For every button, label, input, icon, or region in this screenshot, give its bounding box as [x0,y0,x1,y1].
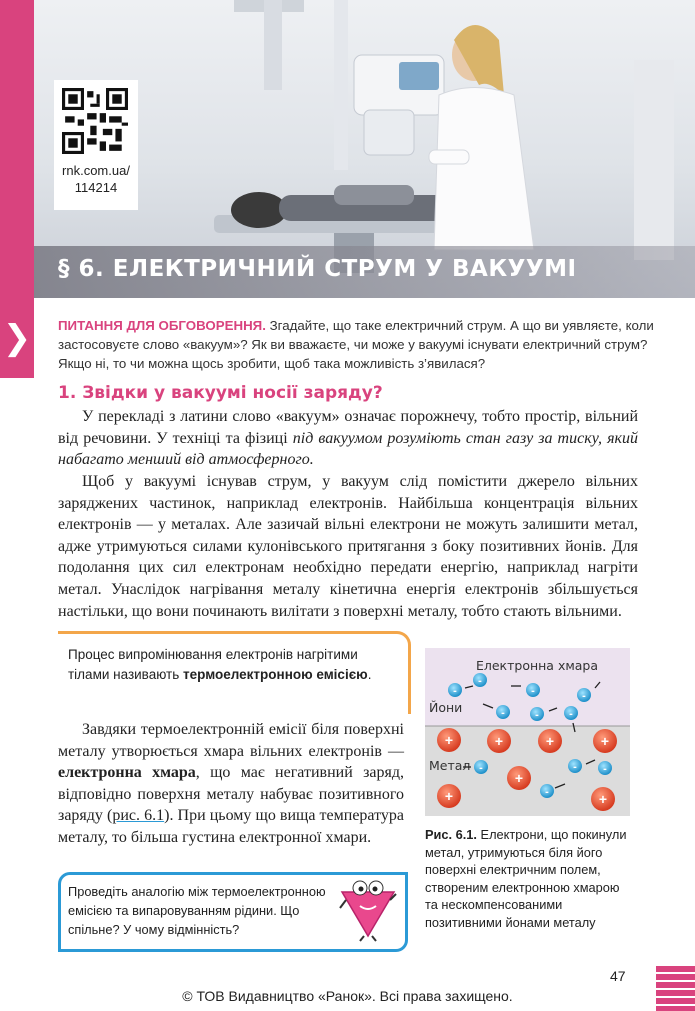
svg-text:-: - [535,709,539,721]
label-electron-cloud: Електронна хмара [475,658,599,673]
qr-number: 114214 [74,180,118,195]
question-heading: ПИТАННЯ ДЛЯ ОБГОВОРЕННЯ. [58,318,266,333]
svg-text:-: - [531,685,535,697]
svg-text:-: - [582,690,586,702]
caption-number: Рис. 6.1. [425,827,477,842]
qr-code-icon[interactable] [62,88,128,154]
svg-text:+: + [600,733,610,749]
figure-reference-link[interactable]: рис. 6.1 [112,807,165,825]
definition-term: термоелектронною емісією [183,667,368,682]
svg-text:-: - [501,707,505,719]
qr-caption[interactable] [54,162,138,196]
svg-text:+: + [444,732,454,748]
caption-text: Електрони, що покинули метал, утримуються біля його поверхні електричним полем, створеним електронною хмарою та нескомпенсованими позитивними йонами металу [425,827,627,930]
page-title: § 6. ЕЛЕКТРИЧНИЙ СТРУМ У ВАКУУМІ [58,256,577,282]
copyright-footer: © ТОВ Видавництво «Ранок». Всі права захищено. [182,988,513,1004]
svg-text:-: - [569,708,573,720]
label-metal: Метал [429,758,471,773]
question-text: Згадайте, що таке електричний струм. А що ви уявляєте, коли застосовуєте слово «вакуум»? Як ви вважаєте, чи може у вакуумі існувати електричний струм? Якщо ні, то чи можна щось зробити, щоб така можливість з’явилася? [58,318,654,371]
svg-text:-: - [603,763,607,775]
svg-text:-: - [545,786,549,798]
svg-text:+: + [494,733,504,749]
svg-text:-: - [453,685,457,697]
figure-caption [425,826,635,931]
svg-text:-: - [479,762,483,774]
chevron-right-icon[interactable]: ❯ [2,319,32,357]
p2-text: Щоб у вакуумі існував струм, у вакуум слід помістити джерело вільних заряджених частинок, наприклад електронів. Найбільша концентрація вільних електронів — у металах. Але зазичай вільні електрони не можуть залишити метал, адже утримуються силами кулонівського притягання з боку позитивних йонів. Для подолання цих сил електронам необхідно передати енергію, наприклад нагріти метал. Унаслідок нагрівання металу кінетична енергія електронів збільшується настільки, що вони починають вилітати з поверхні металу, тобто стають вільними. [58,473,638,620]
svg-text:+: + [545,733,555,749]
left-color-strip [0,0,34,298]
label-ions: Йони [429,700,463,715]
svg-text:+: + [598,791,608,807]
svg-text:-: - [478,675,482,687]
electron-cloud-term: електронна хмара [58,764,196,782]
col-text-c: ). При цьому що вища температура металу, то більша густина електронної хмари. [58,807,405,846]
electron-cloud-paragraph [58,719,404,849]
definition-text [68,645,398,685]
page-number: 47 [610,968,626,984]
section-heading: 1. Звідки у вакуумі носії заряду? [58,383,383,403]
definition-end: . [367,667,372,682]
col-text-a: Завдяки термоелектронній емісії біля поверхні металу утворюється хмара вільних електронів — [58,721,404,760]
qr-link[interactable]: rnk.com.ua/ [62,163,130,178]
svg-text:+: + [444,788,454,804]
mascot-triangle-icon [338,878,398,942]
p1-definition: під вакуумом розуміють стан газу за тиску, який набагато менший від атмосферного. [58,429,638,469]
paragraph-1 [58,406,638,471]
task-text: Проведіть аналогію між термоелектронною емісією та випаровуванням рідини. Що спільне? У чому відмінність? [68,884,326,938]
col-text-b: , що має негативний заряд, відповідно поверхня металу набуває позитивного заряду ( [58,764,404,825]
electron-cloud-diagram [425,648,630,816]
svg-text:-: - [573,761,577,773]
svg-text:+: + [514,770,524,786]
paragraph-2 [58,471,638,622]
discussion-question [58,316,658,373]
p1-text: У перекладі з латини слово «вакуум» означає порожнечу, тобто простір, вільний від речовини. У техніці та фізиці [58,408,638,447]
definition-lead: Процес випромінювання електронів нагрітими тілами називають [68,647,358,682]
